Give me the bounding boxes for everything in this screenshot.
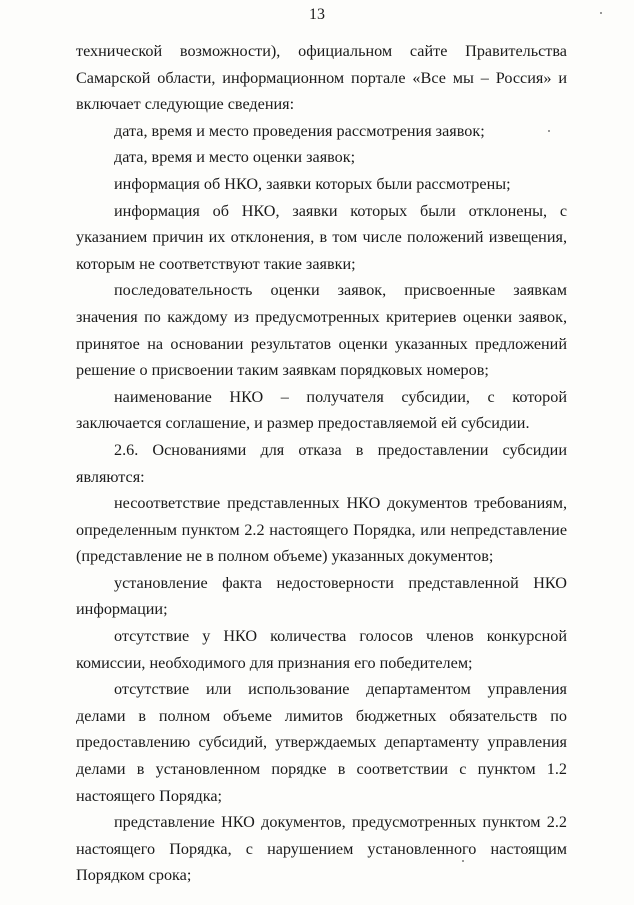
scan-speck [462, 860, 464, 862]
list-item-evaluation-sequence: последовательность оценки заявок, присвоенные заявкам значения по каждому из предусмотренных критериев оценки заявок, принятое на основании результатов оценки указанных предложений решение о присвоении таким заявкам порядковых номеров; [76, 281, 567, 380]
page-number: 13 [309, 6, 325, 23]
scan-speck [600, 12, 602, 14]
list-item-recipient-name: наименование НКО – получателя субсидии, с которой заключается соглашение, и размер предоставляемой ей субсидии. [76, 387, 567, 433]
refusal-reason-votes: отсутствие у НКО количества голосов членов конкурсной комиссии, необходимого для признания его победителем; [76, 627, 567, 672]
list-item-rejected-nko: информация об НКО, заявки которых были отклонены, с указанием причин их отклонения, в том числе положений извещения, которым не соответствуют такие заявки; [76, 201, 567, 273]
document-body [76, 38, 567, 889]
list-item-reviewed-nko: информация об НКО, заявки которых были рассмотрены; [114, 174, 511, 193]
scan-speck [548, 130, 550, 132]
refusal-reason-late-submission: представление НКО документов, предусмотренных пунктом 2.2 настоящего Порядка, с нарушением установленного настоящим Порядком срока; [76, 813, 567, 885]
list-item-evaluation-date: дата, время и место оценки заявок; [114, 148, 356, 167]
refusal-reason-nonconformity: несоответствие представленных НКО документов требованиям, определенным пунктом 2.2 настоящего Порядка, или непредставление (представление не в полном объеме) указанных документов; [76, 494, 567, 566]
section-heading-2-6: 2.6. Основаниями для отказа в предоставлении субсидии являются: [76, 440, 567, 486]
list-item-review-date: дата, время и место проведения рассмотрения заявок; [114, 121, 485, 140]
refusal-reason-false-info: установление факта недостоверности представленной НКО информации; [76, 573, 567, 619]
paragraph-intro: технической возможности), официальном сайте Правительства Самарской области, информационном портале «Все мы – Россия» и включает следующие сведения: [76, 42, 567, 114]
refusal-reason-budget-limits: отсутствие или использование департаментом управления делами в полном объеме лимитов бюджетных обязательств по предоставлению субсидий, утверждаемых департаменту управления делами в установленном порядке в соответствии с пунктом 1.2 настоящего Порядка; [76, 680, 567, 805]
